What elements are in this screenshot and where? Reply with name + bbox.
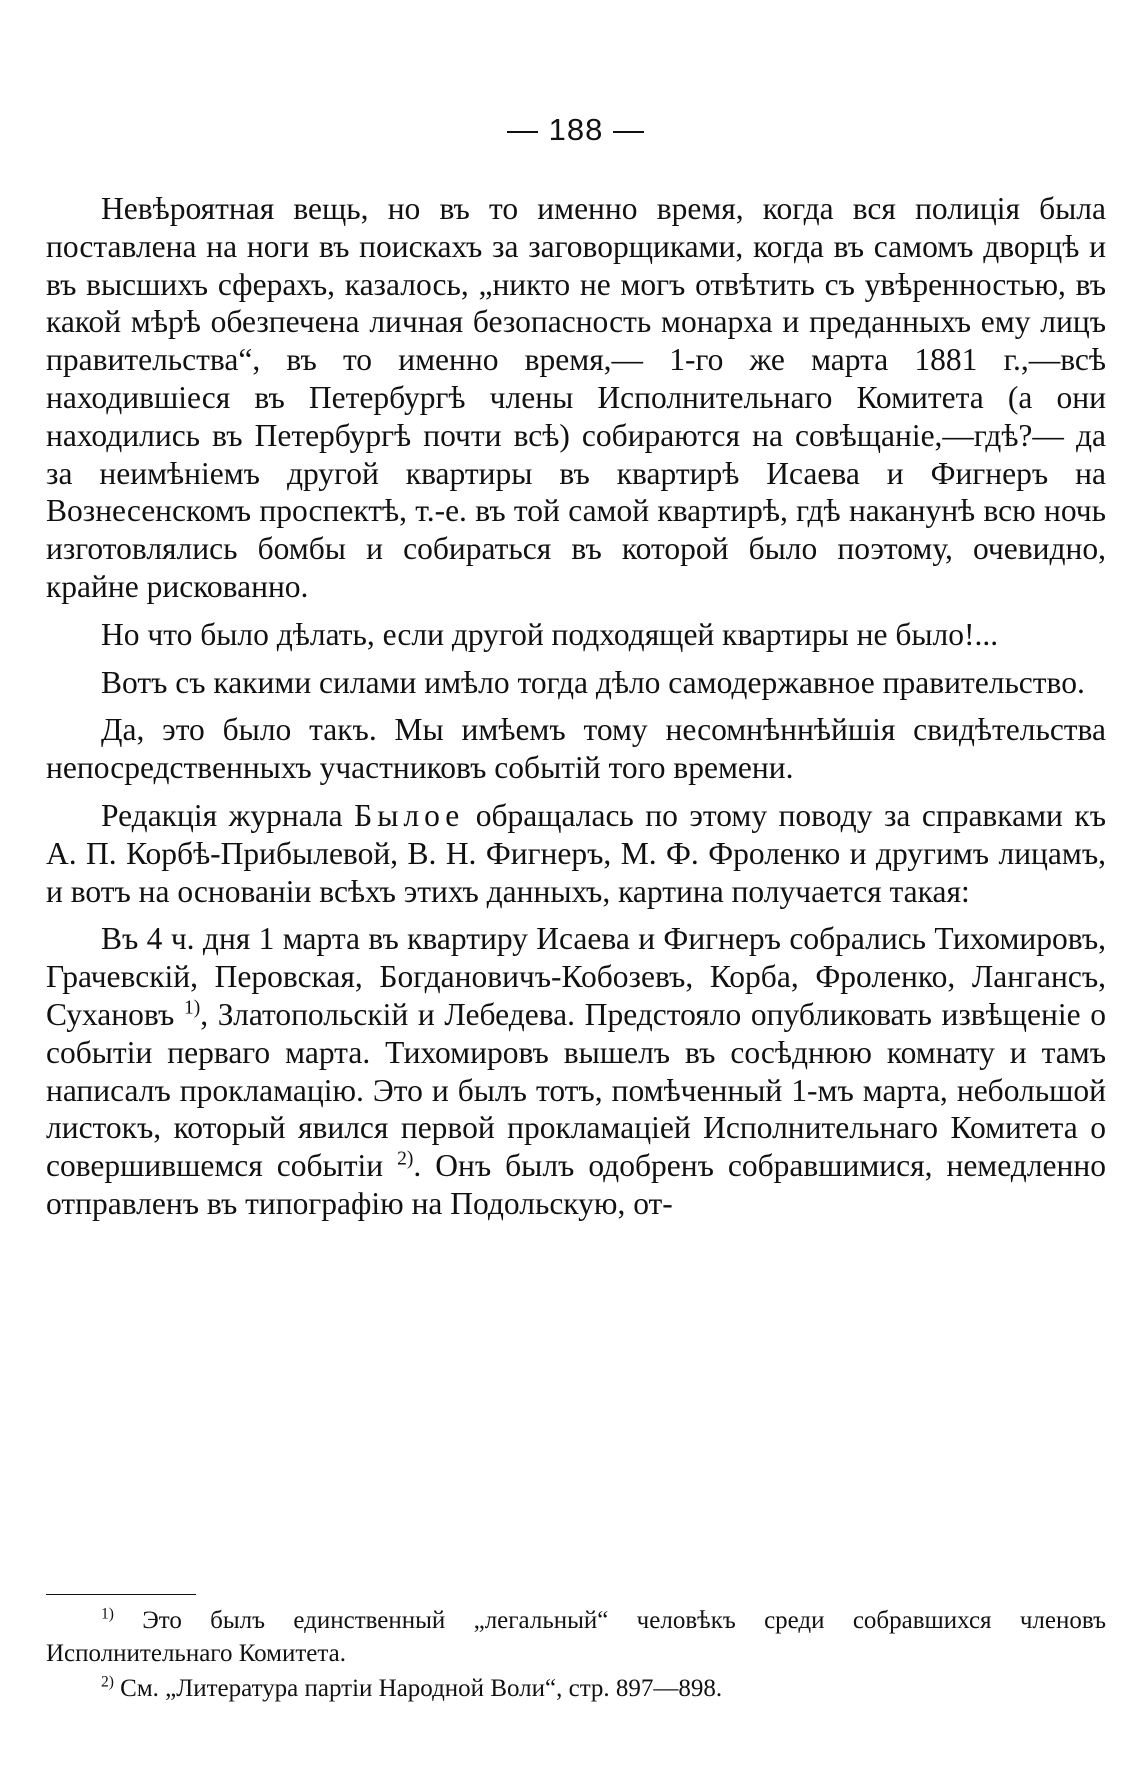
- meeting-text-after: . Онъ былъ одобренъ собравшимися, немедленно отправленъ въ типографiю на Подольскую, от-: [46, 1148, 1107, 1221]
- page-number: — 188 —: [507, 112, 645, 147]
- footnote-1: [46, 1604, 1106, 1670]
- footnote-text-1: Это былъ единственный „легальный“ человѣкъ среди собравшихся членовъ Исполнительнаго Комитета.: [46, 1607, 1106, 1667]
- footnotes: [46, 1604, 1106, 1707]
- footnote-ref-2[interactable]: 2): [397, 1148, 414, 1170]
- footnote-text-2: См. „Литература партiи Народной Воли“, стр. 897—898.: [113, 1675, 723, 1702]
- paragraph-2: Но что было дѣлать, если другой подходящей квартиры не было!...: [101, 616, 999, 652]
- paragraph-1: Невѣроятная вещь, но въ то именно время, когда вся полицiя была поставлена на ноги въ поискахъ за заговорщиками, когда въ самомъ дворцѣ и въ высшихъ сферахъ, казалось, „никто не могъ отвѣтить съ увѣренностью, въ какой мѣрѣ обезпечена личная безопасность монарха и преданныхъ ему лицъ правительства“, въ то именно время,— 1-го же марта 1881 г.,—всѣ находившiеся въ Петербургѣ члены Исполнительнаго Комитета (а они находились въ Петербургѣ почти всѣ) собираются на совѣщанiе,—гдѣ?— да за неимѣнiемъ другой квартиры въ квартирѣ Исаева и Фигнеръ на Вознесенскомъ проспектѣ, т.-е. въ той самой квартирѣ, гдѣ наканунѣ всю ночь изготовлялись бомбы и собираться въ которой было поэтому, очевидно, крайне рискованно.: [46, 191, 1106, 604]
- paragraph-4: Да, это было такъ. Мы имѣемъ тому несомнѣннѣйшiя свидѣтельства непосредственныхъ участниковъ событiй того времени.: [46, 712, 1106, 786]
- footnote-divider: [46, 1594, 196, 1595]
- footnote-marker-2: 2): [101, 1673, 114, 1691]
- paragraph-meeting: [46, 920, 1106, 1222]
- redaction-text-before: Редакцiя журнала: [101, 797, 355, 833]
- main-text: [46, 190, 1106, 1233]
- footnote-ref-1[interactable]: 1): [183, 997, 201, 1019]
- journal-title: Былое: [354, 797, 465, 833]
- book-page: [46, 0, 1106, 1786]
- paragraph-3: Вотъ съ какими силами имѣло тогда дѣло самодержавное правительство.: [101, 664, 1085, 700]
- paragraph-redaction: [46, 797, 1106, 910]
- meeting-text-before: Въ 4 ч. дня 1 марта въ квартиру Исаева и Фигнеръ собрались Тихомировъ, Грачевскiй, Перовская, Богдановичъ-Кобозевъ, Корба, Фроленко, Лангансъ, Сухановъ: [46, 921, 1106, 1032]
- footnote-2: [46, 1672, 1106, 1705]
- redaction-text-after: обращалась по этому поводу за справками къ А. П. Корбѣ-Прибылевой, В. Н. Фигнеръ, М. Ф. Фроленко и другимъ лицамъ, и вотъ на основанiи всѣхъ этихъ данныхъ, картина получается такая:: [46, 797, 1106, 909]
- footnote-marker-1: 1): [101, 1605, 114, 1623]
- meeting-text-middle: , Златопольскiй и Лебедева. Предстояло опубликовать извѣщенiе о событiи перваго марта. Тихомировъ вышелъ въ сосѣднюю комнату и тамъ написалъ прокламацiю. Это и былъ тотъ, помѣченный 1-мъ марта, небольшой листокъ, который явился первой прокламацiей Исполнительнаго Комитета о совершившемся событiи: [46, 996, 1106, 1184]
